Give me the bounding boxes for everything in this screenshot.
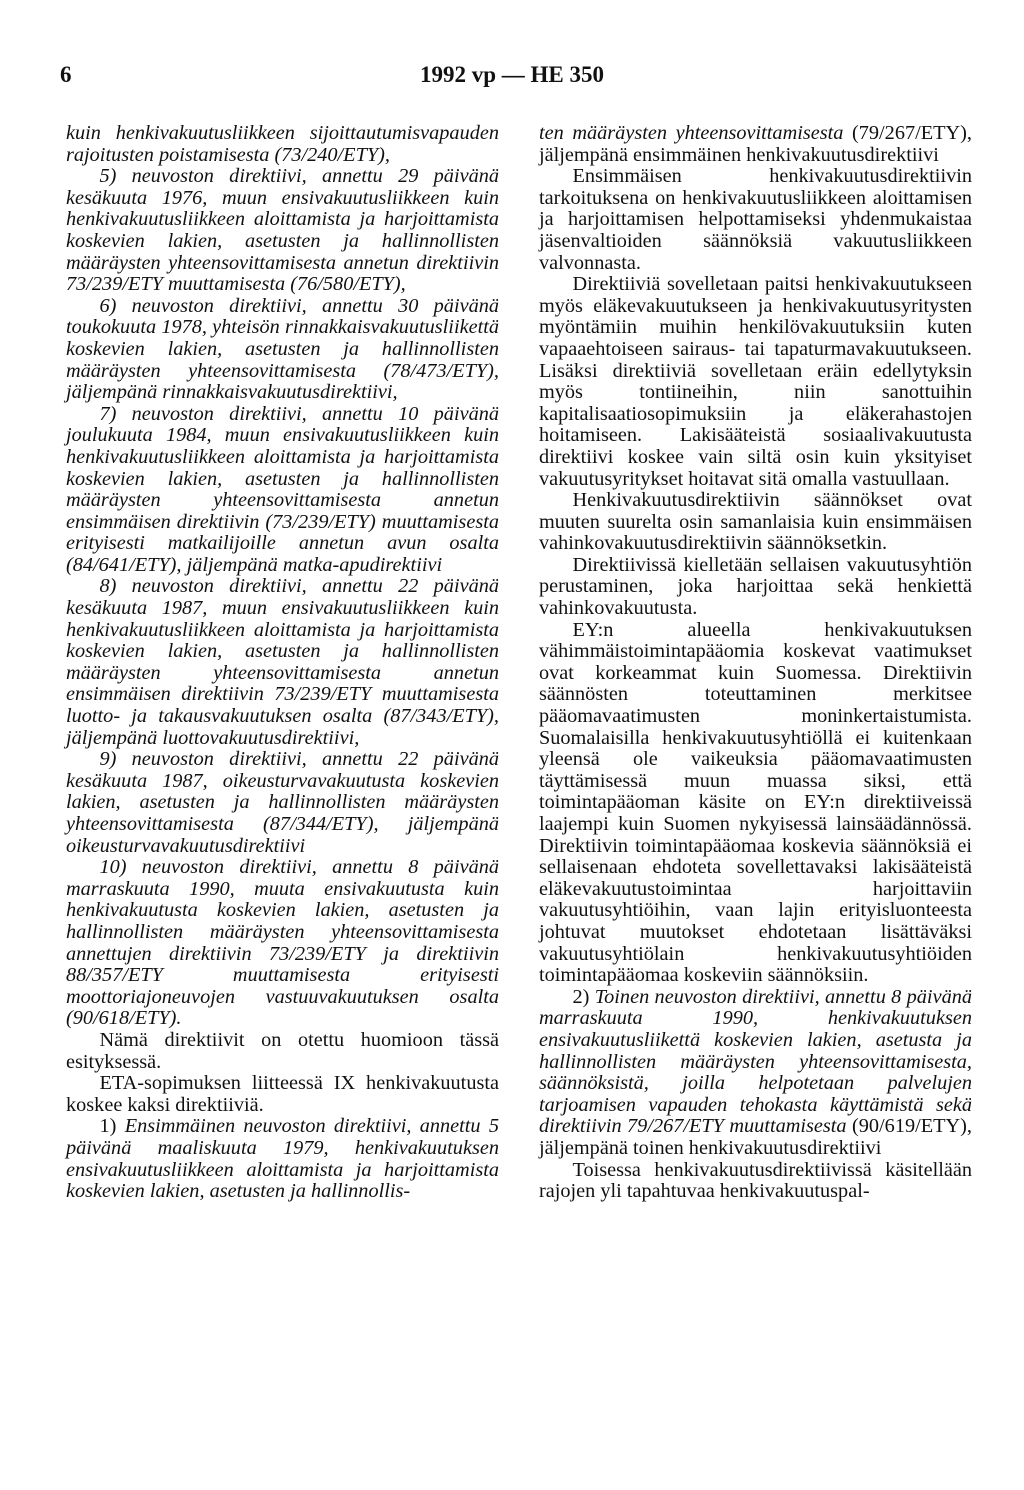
- directive-title: Toinen neuvoston direktiivi, annettu 8 päivänä marraskuuta 1990, henkivakuutuksen ensivakuutusliikettä koskevien lakien, asetusta ja hallinnollisten määräysten yhteensovittamisesta, säännöksistä, joilla helpotetaan palvelujen tarjoamisen vapauden tehokasta käyttämistä sekä direktiivin 79/267/ETY muuttamisesta: [539, 985, 972, 1138]
- paragraph: 8) neuvoston direktiivi, annettu 22 päivänä kesäkuuta 1987, muun ensivakuutusliikkeen kuin henkivakuutusliikkeen aloittamista ja harjoittamista koskevien lakien, asetusten ja hallinnollisten määräysten yhteensovittamisesta annetun ensimmäisen direktiivin 73/239/ETY muuttamisesta luotto- ja takausvakuutuksen osalta (87/343/ETY), jäljempänä luottovakuutusdirektiivi,: [66, 575, 499, 749]
- list-number: 2): [572, 985, 590, 1008]
- paragraph: Nämä direktiivit on otettu huomioon tässä esityksessä.: [66, 1028, 499, 1073]
- paragraph: kuin henkivakuutusliikkeen sijoittautumisvapauden rajoitusten poistamisesta (73/240/ETY),: [66, 122, 499, 166]
- paragraph: 6) neuvoston direktiivi, annettu 30 päivänä toukokuuta 1978, yhteisön rinnakkaisvakuutusliikettä koskevien lakien, asetusten ja hallinnollisten määräysten yhteensovittamisesta (78/473/ETY), jäljempänä rinnakkaisvakuutusdirektiivi,: [66, 294, 499, 404]
- paragraph: EY:n alueella henkivakuutuksen vähimmäistoimintapääomia koskevat vaatimukset ovat korkeammat kuin Suomessa. Direktiivin säännösten toteuttaminen merkitsee pääomavaatimusten moninkertaistumista. Suomalaisilla henkivakuutusyhtiöllä ei kuitenkaan yleensä ole vaikeuksia pääomavaatimusten täyttämisessä muun muassa siksi, että toimintapääoman käsite on EY:n direktiiveissä laajempi kuin Suomen nykyisessä lainsäädännössä. Direktiivin toimintapääomaa koskevia säännöksiä ei sellaisenaan ehdoteta sovellettavaksi lakisääteistä eläkevakuutustoimintaa harjoittaviin vakuutusyhtiöihin, vaan lajin erityisluonteesta johtuvat muutokset ehdotetaan lisättäväksi vakuutusyhtiölain henkivakuutusyhtiöiden toimintapääomaa koskeviin säännöksiin.: [539, 618, 972, 987]
- paragraph: 9) neuvoston direktiivi, annettu 22 päivänä kesäkuuta 1987, oikeusturvavakuutusta koskevien lakien, asetusten ja hallinnollisten määräysten yhteensovittamisesta (87/344/ETY), jäljempänä oikeusturvavakuutusdirektiivi: [66, 748, 499, 857]
- directive-title-continued: ten määräysten yhteensovittamisesta: [539, 122, 844, 144]
- running-title: 1992 vp — HE 350: [419, 62, 605, 87]
- directive-code: (90/619/ETY), jäljempänä toinen henkivakuutusdirektiivi: [539, 1115, 972, 1159]
- paragraph: Henkivakuutusdirektiivin säännökset ovat muuten suurelta osin samanlaisia kuin ensimmäisen vahinkovakuutusdirektiivin säännöksetkin.: [539, 489, 972, 555]
- paragraph: [539, 987, 972, 1160]
- page-number: 6: [60, 62, 72, 87]
- directive-code: (79/267/ETY), jäljempänä ensimmäinen henkivakuutusdirektiivi: [539, 122, 972, 166]
- paragraph: [66, 1116, 499, 1202]
- paragraph: 7) neuvoston direktiivi, annettu 10 päivänä joulukuuta 1984, muun ensivakuutusliikkeen kuin henkivakuutusliikkeen aloittamista ja harjoittamista koskevien lakien, asetusten ja hallinnollisten määräysten yhteensovittamisesta annetun ensimmäisen direktiivin (73/239/ETY) muuttamisesta erityisesti matkailijoille annetun avun osalta (84/641/ETY), jäljempänä matka-apudirektiivi: [66, 402, 499, 576]
- paragraph: Toisessa henkivakuutusdirektiivissä käsitellään rajojen yli tapahtuvaa henkivakuutuspal-: [539, 1158, 972, 1203]
- paragraph: [539, 123, 972, 166]
- paragraph: 10) neuvoston direktiivi, annettu 8 päivänä marraskuuta 1990, muuta ensivakuutusta kuin henkivakuutusta koskevien lakien, asetusten ja hallinnollisten määräysten yhteensovittamisesta annettujen direktiivin 73/239/ETY ja direktiivin 88/357/ETY muuttamisesta erityisesti moottoriajoneuvojen vastuuvakuutuksen osalta (90/618/ETY).: [66, 856, 499, 1030]
- paragraph: Direktiivissä kielletään sellaisen vakuutusyhtiön perustaminen, joka harjoittaa sekä henkiettä vahinkovakuutusta.: [539, 553, 972, 620]
- paragraph: 5) neuvoston direktiivi, annettu 29 päivänä kesäkuuta 1976, muun ensivakuutusliikkeen kuin henkivakuutusliikkeen aloittamista ja harjoittamista koskevien lakien, asetusten ja hallinnollisten määräysten yhteensovittamisesta annetun direktiivin 73/239/ETY muuttamisesta (76/580/ETY),: [66, 165, 499, 296]
- right-column: [539, 123, 972, 1203]
- left-column: [66, 123, 499, 1203]
- paragraph: Ensimmäisen henkivakuutusdirektiivin tarkoituksena on henkivakuutusliikkeen aloittamisen ja harjoittamisen helpottamiseksi yhdenmukaistaa jäsenvaltioiden säännöksiä vakuutusliikkeen valvonnasta.: [539, 165, 972, 274]
- page-header: [0, 62, 1024, 92]
- list-number: 1): [99, 1115, 117, 1138]
- paragraph: ETA-sopimuksen liitteessä IX henkivakuutusta koskee kaksi direktiiviä.: [66, 1072, 499, 1116]
- directive-title: Ensimmäinen neuvoston direktiivi, annettu 5 päivänä maaliskuuta 1979, henkivakuutuksen ensivakuutusliikkeen aloittamista ja harjoittamista koskevien lakien, asetusten ja hallinnollis-: [66, 1115, 499, 1203]
- paragraph: Direktiiviä sovelletaan paitsi henkivakuutukseen myös eläkevakuutukseen ja henkivakuutusyritysten myöntämiin muihin henkilövakuutuksiin kuten vapaaehtoiseen sairaus- tai tapaturmavakuutukseen. Lisäksi direktiiviä sovelletaan eräin edellytyksin myös tontiineihin, niin sanottuihin kapitalisaatiosopimuksiin ja eläkerahastojen hoitamiseen. Lakisääteistä sosiaalivakuutusta direktiivi koskee vain siltä osin kuin yksityiset vakuutusyritykset hoitavat sitä omalla vastuullaan.: [539, 273, 972, 490]
